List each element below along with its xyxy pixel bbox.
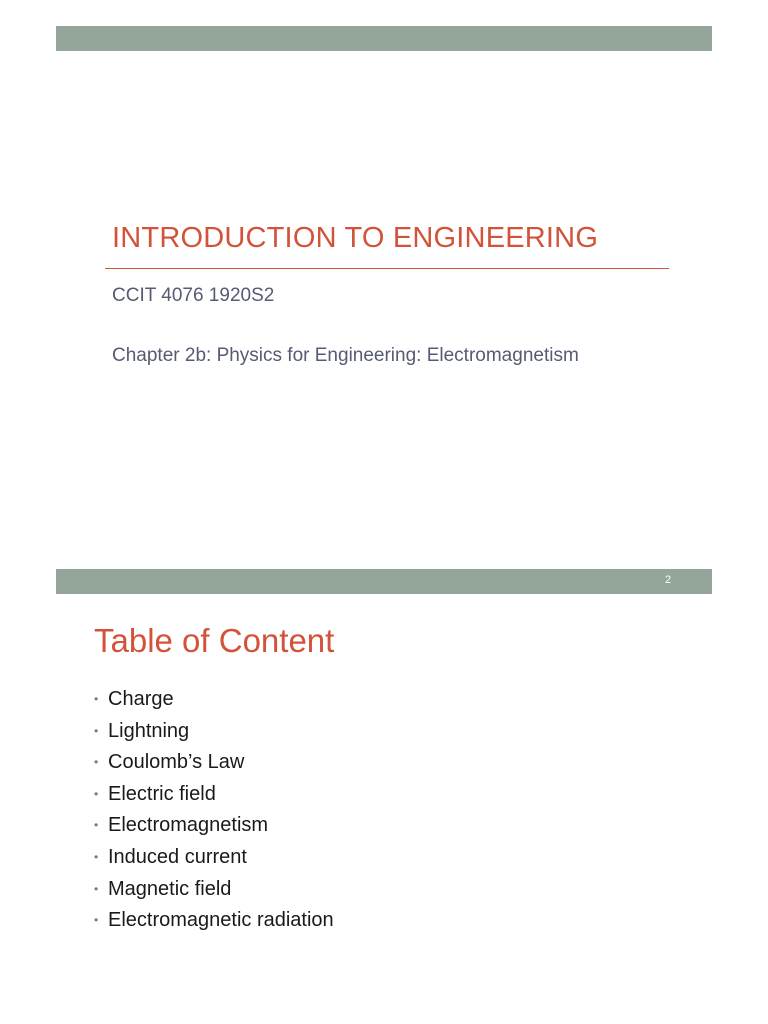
slide-number: 2 [665,574,672,586]
bullet-icon: • [94,786,99,801]
toc-item [94,779,334,811]
toc-item-label: Lightning [108,719,190,742]
toc-item-label: Electromagnetism [108,814,269,837]
bullet-icon: • [94,723,99,738]
toc-item-label: Electric field [108,782,216,805]
slide-title: INTRODUCTION TO ENGINEERING [112,222,599,254]
toc-item [94,716,334,748]
toc-item [94,842,334,874]
toc-item-label: Charge [108,688,174,710]
toc-item [94,874,334,906]
chapter-subtitle: Chapter 2b: Physics for Engineering: Electromagnetism [112,345,579,366]
toc-item [94,684,334,716]
slide-header-bar [56,26,712,51]
title-underline [105,268,669,269]
toc-item-label: Induced current [108,845,247,868]
toc-title: Table of Content [94,622,335,659]
bullet-icon: • [94,818,99,833]
toc-item-label: Magnetic field [108,877,232,900]
toc-item-label: Coulomb’s Law [108,751,245,774]
course-code: CCIT 4076 1920S2 [112,285,275,306]
bullet-icon: • [94,881,99,896]
bullet-icon: • [94,692,99,706]
toc-list [94,684,334,937]
bullet-icon: • [94,913,99,928]
bullet-icon: • [94,849,99,864]
bullet-icon: • [94,755,99,770]
toc-item-label: Electromagnetic radiation [108,909,334,932]
toc-item [94,810,334,842]
slide-header-bar-2 [56,569,712,594]
toc-item [94,905,334,937]
toc-item [94,747,334,779]
